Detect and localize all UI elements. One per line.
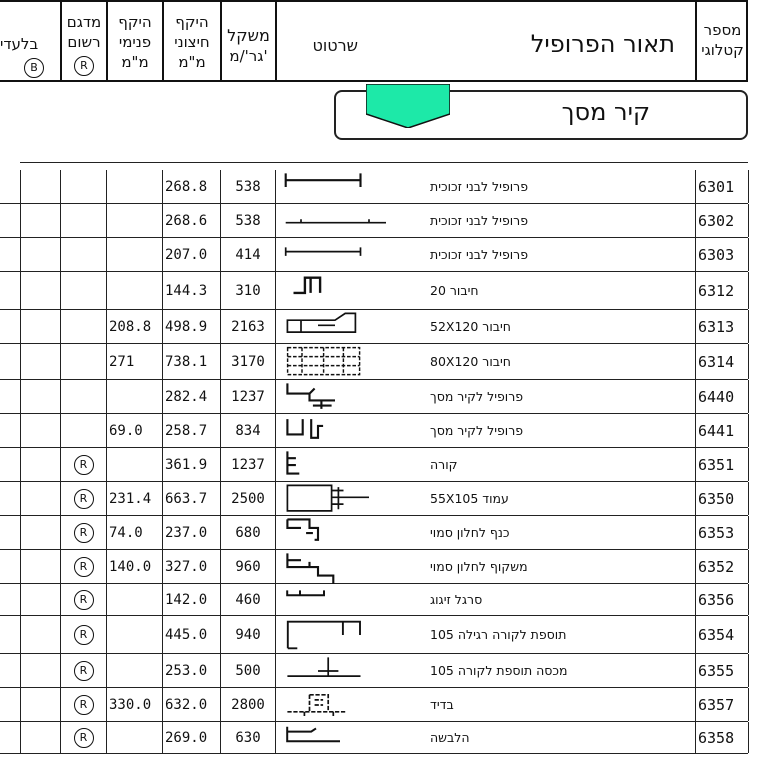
header-inner (106, 2, 162, 82)
registered-badge-icon: R (74, 661, 94, 681)
description-cell: חיבור 80X120 (430, 354, 511, 369)
weight-cell: 1237 (220, 380, 275, 413)
profile-sketch-icon (284, 238, 424, 272)
header-inner-line2: פנימי (118, 33, 152, 51)
weight-cell: 834 (220, 414, 275, 447)
catalog-number-cell: 6301 (695, 170, 748, 203)
table-row (0, 482, 748, 516)
table-row (0, 654, 748, 688)
table-row (0, 550, 748, 584)
registered-badge-icon: R (74, 557, 94, 577)
table-row (0, 310, 748, 344)
profile-sketch-icon (284, 204, 424, 238)
description-cell: עמוד 55X105 (430, 491, 509, 506)
profile-drawing-cell (275, 722, 430, 753)
table-row (0, 238, 748, 272)
profile-drawing-cell (275, 380, 430, 413)
header-catalog-line2: קטלוגי (701, 41, 744, 59)
inner-perimeter-cell: 330.0 (106, 688, 162, 721)
exclusive-cell (20, 654, 60, 687)
description-cell: תוספת לקורה רגילה 105 (430, 627, 567, 642)
registered-cell (60, 722, 106, 753)
outer-perimeter-cell: 268.6 (162, 204, 220, 237)
table-row (0, 722, 748, 754)
profile-sketch-icon (284, 584, 424, 616)
catalog-number-cell: 6351 (695, 448, 748, 481)
registered-cell (60, 616, 106, 653)
description-cell: כנף לחלון סמוי (430, 525, 510, 540)
row-edge-right (748, 448, 749, 481)
exclusive-cell (20, 616, 60, 653)
exclusive-cell (20, 688, 60, 721)
row-edge-right (748, 310, 749, 343)
weight-cell: 500 (220, 654, 275, 687)
outer-perimeter-cell: 269.0 (162, 722, 220, 753)
profile-drawing-cell (275, 516, 430, 549)
header-drawing-text: שרטוט (312, 36, 358, 55)
profile-drawing-cell (275, 272, 430, 309)
row-edge-right (748, 482, 749, 515)
header-catalog-line1: מספר (703, 21, 742, 39)
inner-perimeter-cell (106, 380, 162, 413)
description-cell: פרופיל לקיר מסך (430, 423, 524, 438)
exclusive-cell (20, 550, 60, 583)
inner-perimeter-cell: 271 (106, 344, 162, 379)
profile-sketch-icon (284, 516, 424, 550)
row-edge (0, 516, 20, 549)
description-cell: פרופיל לבני זכוכית (430, 179, 529, 194)
profile-drawing-cell (275, 688, 430, 721)
description-cell: בדיד (430, 697, 454, 712)
header-exclusive-text: בלעדי (0, 35, 39, 53)
section-divider (20, 162, 748, 163)
exclusive-cell (20, 584, 60, 615)
table-row (0, 344, 748, 380)
inner-perimeter-cell (106, 584, 162, 615)
weight-cell: 538 (220, 204, 275, 237)
row-edge-right (748, 272, 749, 309)
registered-cell (60, 654, 106, 687)
description-cell: סרגל זיגוג (430, 592, 483, 607)
profile-sketch-icon (284, 310, 424, 344)
profile-drawing-cell (275, 238, 430, 271)
catalog-number-cell: 6352 (695, 550, 748, 583)
catalog-number-cell: 6313 (695, 310, 748, 343)
exclusive-cell (20, 414, 60, 447)
registered-badge-icon: R (74, 695, 94, 715)
header-outer-line3: מ"מ (178, 53, 206, 71)
exclusive-cell (20, 238, 60, 271)
header-inner-line3: מ"מ (121, 53, 149, 71)
row-edge-right (748, 654, 749, 687)
row-edge (0, 344, 20, 379)
row-edge (0, 616, 20, 653)
exclusive-cell (20, 482, 60, 515)
outer-perimeter-cell: 142.0 (162, 584, 220, 615)
catalog-number-cell: 6302 (695, 204, 748, 237)
weight-cell: 414 (220, 238, 275, 271)
row-edge (0, 550, 20, 583)
registered-cell (60, 204, 106, 237)
row-edge-right (748, 550, 749, 583)
outer-perimeter-cell: 498.9 (162, 310, 220, 343)
inner-perimeter-cell: 140.0 (106, 550, 162, 583)
registered-badge-icon: R (74, 728, 94, 748)
header-drawing (275, 2, 430, 82)
profile-drawing-cell (275, 448, 430, 481)
exclusive-cell (20, 344, 60, 379)
exclusive-cell (20, 448, 60, 481)
registered-badge-icon: R (74, 590, 94, 610)
weight-cell: 940 (220, 616, 275, 653)
row-edge-right (748, 170, 749, 203)
inner-perimeter-cell (106, 448, 162, 481)
row-edge (0, 654, 20, 687)
weight-cell: 310 (220, 272, 275, 309)
catalog-number-cell: 6350 (695, 482, 748, 515)
weight-cell: 538 (220, 170, 275, 203)
registered-cell (60, 170, 106, 203)
header-registered (60, 2, 106, 82)
catalog-number-cell: 6354 (695, 616, 748, 653)
outer-perimeter-cell: 445.0 (162, 616, 220, 653)
registered-cell (60, 272, 106, 309)
row-edge-right (748, 204, 749, 237)
outer-perimeter-cell: 738.1 (162, 344, 220, 379)
table-row (0, 204, 748, 238)
description-cell: פרופיל לקיר מסך (430, 389, 524, 404)
catalog-number-cell: 6314 (695, 344, 748, 379)
row-edge-right (748, 722, 749, 753)
inner-perimeter-cell (106, 616, 162, 653)
header-outer-line1: היקף (175, 13, 209, 31)
registered-cell (60, 482, 106, 515)
description-cell: חיבור 20 (430, 283, 479, 298)
profile-sketch-icon (284, 482, 424, 516)
outer-perimeter-cell: 632.0 (162, 688, 220, 721)
profile-drawing-cell (275, 550, 430, 583)
row-edge (0, 482, 20, 515)
profile-sketch-icon (284, 448, 424, 482)
exclusive-cell (20, 722, 60, 753)
weight-cell: 2800 (220, 688, 275, 721)
registered-badge-icon: R (74, 625, 94, 645)
registered-cell (60, 238, 106, 271)
registered-cell (60, 688, 106, 721)
weight-cell: 1237 (220, 448, 275, 481)
table-row (0, 170, 748, 204)
outer-perimeter-cell: 327.0 (162, 550, 220, 583)
header-description (430, 2, 695, 82)
registered-cell (60, 380, 106, 413)
registered-cell (60, 516, 106, 549)
catalog-number-cell: 6357 (695, 688, 748, 721)
catalog-number-cell: 6441 (695, 414, 748, 447)
inner-perimeter-cell (106, 170, 162, 203)
inner-perimeter-cell (106, 238, 162, 271)
description-cell: משקוף לחלון סמוי (430, 559, 528, 574)
row-edge-right (748, 516, 749, 549)
weight-cell: 680 (220, 516, 275, 549)
description-cell: מכסה תוספת לקורה 105 (430, 663, 568, 678)
profile-sketch-icon (284, 616, 424, 654)
exclusive-cell (20, 310, 60, 343)
profile-sketch-icon (284, 380, 424, 414)
section-title-box (334, 90, 748, 140)
weight-cell: 960 (220, 550, 275, 583)
row-edge (0, 414, 20, 447)
row-edge (0, 584, 20, 615)
registered-cell (60, 550, 106, 583)
row-edge (0, 310, 20, 343)
profile-drawing-cell (275, 170, 430, 203)
exclusive-cell (20, 170, 60, 203)
registered-cell (60, 448, 106, 481)
profile-sketch-icon (284, 272, 424, 310)
exclusive-cell (20, 380, 60, 413)
registered-cell (60, 414, 106, 447)
header-outer-line2: חיצוני (174, 33, 210, 51)
registered-badge-icon: R (74, 523, 94, 543)
row-edge (0, 238, 20, 271)
description-cell: קורה (430, 457, 458, 472)
profile-drawing-cell (275, 584, 430, 615)
inner-perimeter-cell (106, 204, 162, 237)
exclusive-cell (20, 204, 60, 237)
registered-cell (60, 584, 106, 615)
row-edge (0, 204, 20, 237)
profile-drawing-cell (275, 344, 430, 379)
registered-cell (60, 344, 106, 379)
outer-perimeter-cell: 253.0 (162, 654, 220, 687)
section-tab-icon (366, 84, 450, 128)
table-row (0, 448, 748, 482)
row-edge-right (748, 688, 749, 721)
header-weight-line1: משקל (227, 26, 270, 45)
row-edge (0, 170, 20, 203)
profile-drawing-cell (275, 204, 430, 237)
profile-sketch-icon (284, 688, 424, 722)
catalog-number-cell: 6312 (695, 272, 748, 309)
table-row (0, 272, 748, 310)
header-inner-line1: היקף (118, 13, 152, 31)
exclusive-cell (20, 272, 60, 309)
registered-badge-icon: R (74, 489, 94, 509)
row-edge-right (748, 344, 749, 379)
header-weight (220, 2, 275, 82)
catalog-number-cell: 6353 (695, 516, 748, 549)
table-row (0, 688, 748, 722)
description-cell: פרופיל לבני זכוכית (430, 247, 529, 262)
table-header (0, 0, 748, 82)
weight-cell: 2163 (220, 310, 275, 343)
row-edge-right (748, 616, 749, 653)
weight-cell: 460 (220, 584, 275, 615)
profile-drawing-cell (275, 310, 430, 343)
row-edge-right (748, 584, 749, 615)
table-row (0, 584, 748, 616)
description-cell: חיבור 52X120 (430, 319, 511, 334)
inner-perimeter-cell: 231.4 (106, 482, 162, 515)
table-row (0, 516, 748, 550)
weight-cell: 630 (220, 722, 275, 753)
outer-perimeter-cell: 361.9 (162, 448, 220, 481)
inner-perimeter-cell (106, 722, 162, 753)
header-outer (162, 2, 220, 82)
weight-cell: 2500 (220, 482, 275, 515)
registered-symbol-icon: R (74, 56, 94, 76)
table-row (0, 414, 748, 448)
catalog-number-cell: 6440 (695, 380, 748, 413)
header-description-text: תאור הפרופיל (530, 30, 675, 58)
profile-sketch-icon (284, 550, 424, 584)
catalog-number-cell: 6303 (695, 238, 748, 271)
inner-perimeter-cell: 208.8 (106, 310, 162, 343)
section-title: קיר מסך (561, 98, 650, 126)
row-edge (0, 380, 20, 413)
inner-perimeter-cell (106, 272, 162, 309)
profile-drawing-cell (275, 482, 430, 515)
row-edge-right (748, 414, 749, 447)
profile-sketch-icon (284, 344, 424, 380)
inner-perimeter-cell (106, 654, 162, 687)
inner-perimeter-cell: 69.0 (106, 414, 162, 447)
description-cell: הלבשה (430, 730, 470, 745)
row-edge (0, 688, 20, 721)
outer-perimeter-cell: 207.0 (162, 238, 220, 271)
registered-badge-icon: R (74, 455, 94, 475)
profile-sketch-icon (284, 722, 424, 754)
exclusive-cell (20, 516, 60, 549)
profile-sketch-icon (284, 170, 424, 204)
outer-perimeter-cell: 144.3 (162, 272, 220, 309)
catalog-number-cell: 6356 (695, 584, 748, 615)
outer-perimeter-cell: 268.8 (162, 170, 220, 203)
weight-cell: 3170 (220, 344, 275, 379)
outer-perimeter-cell: 282.4 (162, 380, 220, 413)
description-cell: פרופיל לבני זכוכית (430, 213, 529, 228)
table-row (0, 616, 748, 654)
profile-drawing-cell (275, 414, 430, 447)
outer-perimeter-cell: 663.7 (162, 482, 220, 515)
row-edge-right (748, 238, 749, 271)
header-exclusive (0, 2, 60, 82)
header-registered-line1: מדגם (66, 13, 102, 31)
outer-perimeter-cell: 237.0 (162, 516, 220, 549)
profile-sketch-icon (284, 414, 424, 448)
inner-perimeter-cell: 74.0 (106, 516, 162, 549)
catalog-number-cell: 6358 (695, 722, 748, 753)
row-edge (0, 722, 20, 753)
row-edge (0, 272, 20, 309)
header-weight-line2: גר'/מ' (229, 47, 268, 65)
registered-cell (60, 310, 106, 343)
table-row (0, 380, 748, 414)
catalog-number-cell: 6355 (695, 654, 748, 687)
row-edge (0, 448, 20, 481)
outer-perimeter-cell: 258.7 (162, 414, 220, 447)
row-edge-right (748, 380, 749, 413)
profile-drawing-cell (275, 654, 430, 687)
profile-sketch-icon (284, 654, 424, 688)
header-registered-line2: רשום (67, 33, 101, 51)
exclusive-symbol-icon: B (24, 58, 44, 78)
profile-drawing-cell (275, 616, 430, 653)
header-catalog (695, 2, 748, 82)
